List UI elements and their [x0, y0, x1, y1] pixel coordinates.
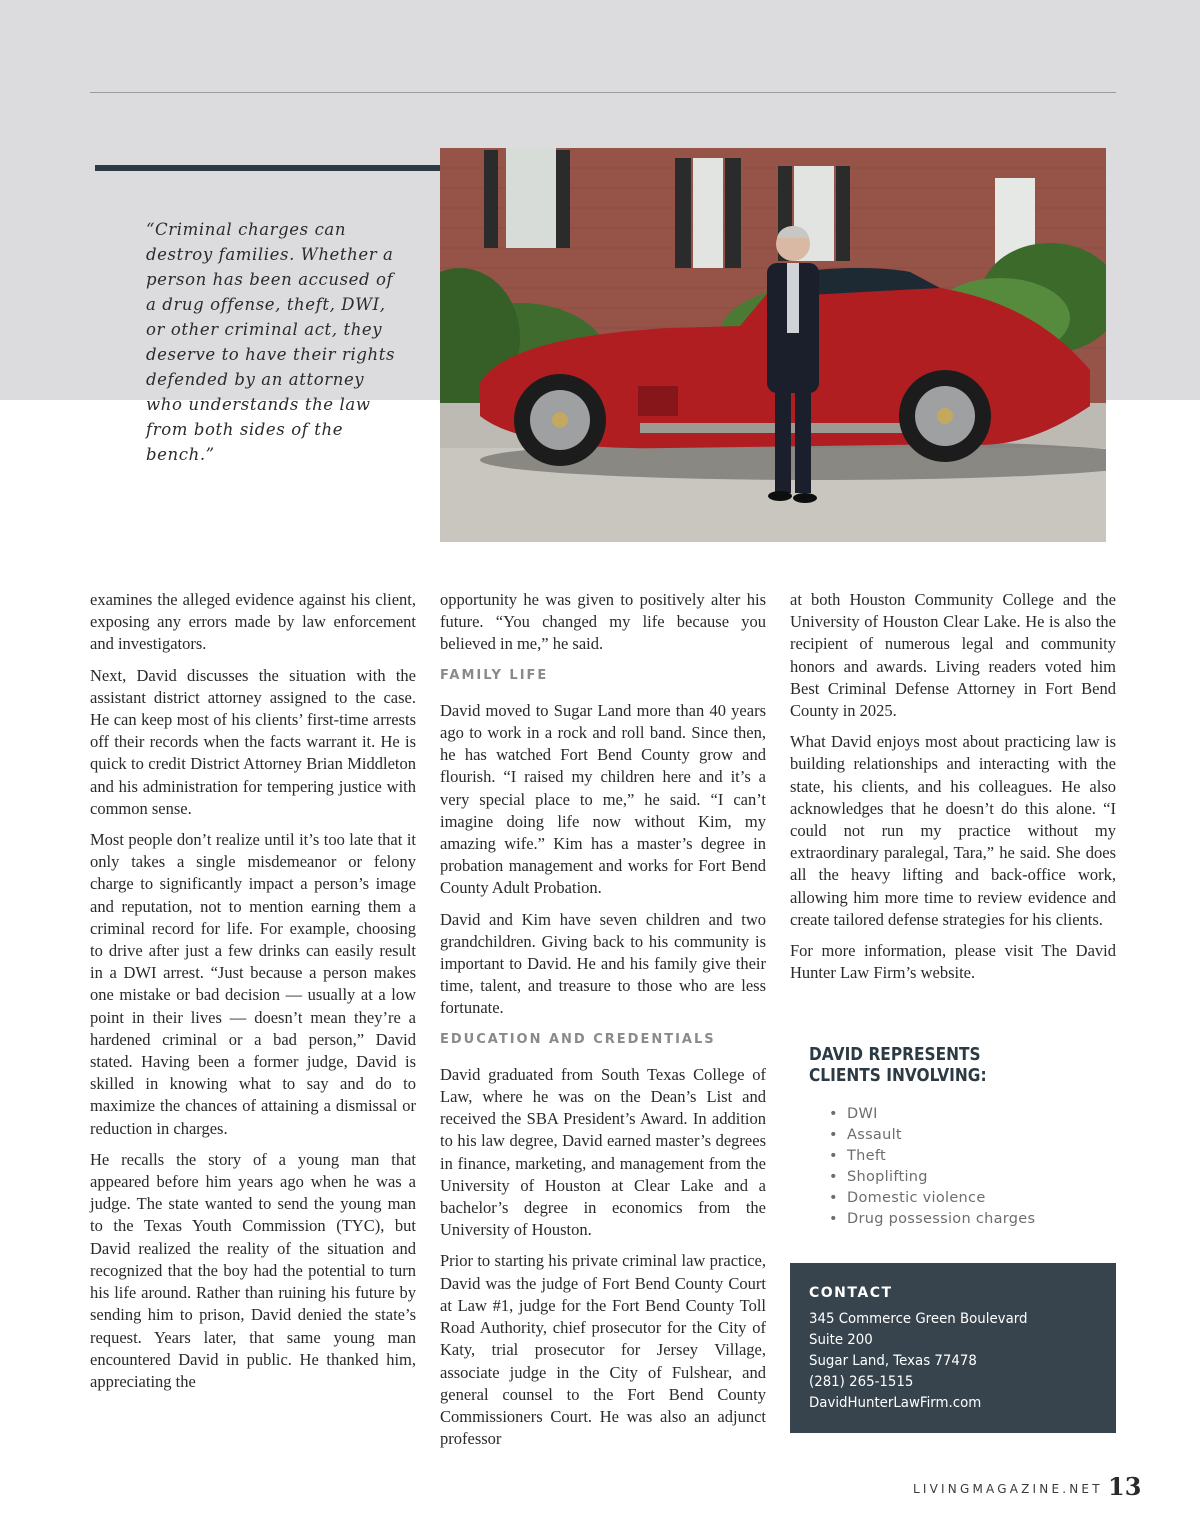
- paragraph: Prior to starting his private criminal law practice, David was the judge of Fort Bend County Court at Law #1, judge for the Fort Bend County Toll Road Authority, chief prosecutor for the City of Katy, trial prosecutor for Jersey Village, associate judge in the City of Fulshear, and general counsel to the Fort Bend County Commissioners Court. He was also an adjunct professor: [440, 1251, 766, 1449]
- bullet-icon: •: [829, 1148, 838, 1164]
- list-item-label: Shoplifting: [847, 1169, 928, 1185]
- list-item-label: DWI: [847, 1106, 878, 1122]
- pull-quote: “Criminal charges can destroy families. Whether a person has been accused of a drug offense, theft, DWI, or other criminal act, they deserve to have their rights defended by an attorney who understands the law from both sides of the bench.”: [146, 220, 396, 464]
- top-rule: [90, 92, 1116, 93]
- paragraph: at both Houston Community College and the University of Houston Clear Lake. He is also the recipient of numerous legal and community honors and awards. Living readers voted him Best Criminal Defense Attorney in Fort Bend County in 2025.: [790, 590, 1116, 721]
- list-item-label: Assault: [847, 1127, 902, 1143]
- represents-title-line: CLIENTS INVOLVING:: [809, 1066, 987, 1086]
- represents-title-line: DAVID REPRESENTS: [809, 1045, 981, 1065]
- list-item: [829, 1167, 1109, 1188]
- represents-sidebar: [809, 1045, 1109, 1230]
- list-item: [829, 1104, 1109, 1125]
- represents-list: [829, 1104, 1109, 1230]
- contact-address-line-2: Suite 200: [809, 1332, 873, 1348]
- paragraph: examines the alleged evidence against his client, exposing any errors made by law enforcement and investigators.: [90, 590, 416, 654]
- list-item: [829, 1146, 1109, 1167]
- paragraph: David and Kim have seven children and two grandchildren. Giving back to his community is important to David. He and his family give their time, talent, and treasure to those who are less fortunate.: [440, 909, 766, 1018]
- list-item: [829, 1125, 1109, 1146]
- paragraph: He recalls the story of a young man that appeared before him years ago when he was a judge. The state wanted to send the young man to the Texas Youth Commission (TYC), but David realized the reality of the situation and recognized that the boy had the potential to turn his life around. Rather than ruining his future by sending him to prison, David denied the state’s request. Years later, that same young man encountered David in public. He thanked him, appreciating the: [90, 1149, 416, 1391]
- bullet-icon: •: [829, 1127, 838, 1143]
- list-item: [829, 1188, 1109, 1209]
- paragraph: Next, David discusses the situation with the assistant district attorney assigned to the case. He can keep most of his clients’ first-time arrests off their records when the facts warrant it. He is quick to credit District Attorney Brian Middleton and his administration for tempering justice with common sense.: [90, 665, 416, 818]
- list-item-label: Drug possession charges: [847, 1211, 1036, 1227]
- list-item: [829, 1209, 1109, 1230]
- paragraph: Most people don’t realize until it’s too late that it only takes a single misdemeanor or felony charge to significantly impact a person’s image and reputation, not to mention earning them a criminal record for life. For example, choosing to drive after just a few drinks can easily result in a DWI arrest. “Just because a person makes one mistake or bad decision — usually at a low point in their lives — doesn’t mean they’re a hardened criminal or a bad person,” David stated. Having been a former judge, David is skilled in knowing what to say and do to maximize the chances of attaining a dismissal or reduction in charges.: [90, 830, 416, 1138]
- paragraph: David graduated from South Texas College of Law, where he was on the Dean’s List and received the SBA President’s Award. In addition to his law degree, David earned master’s degrees in finance, marketing, and management from the University of Houston at Clear Lake and a bachelor’s degree in economics from the University of Houston.: [440, 1064, 766, 1240]
- section-heading-family-life: FAMILY LIFE: [440, 667, 549, 683]
- page-number: 13: [1108, 1472, 1142, 1501]
- list-item-label: Domestic violence: [847, 1190, 986, 1206]
- contact-city: Sugar Land, Texas 77478: [809, 1353, 977, 1369]
- paragraph: What David enjoys most about practicing law is building relationships and interacting with the state, his clients, and his colleagues. He also acknowledges that he doesn’t do this alone. “I could not run my practice without my extraordinary paralegal, Tara,” he said. She does all the heavy lifting and back-office work, allowing him more time to review evidence and create tailored defense strategies for his clients.: [790, 732, 1116, 929]
- accent-bar: [95, 165, 440, 171]
- article-column-2: [440, 589, 766, 1459]
- feature-photo: [440, 148, 1106, 542]
- bullet-icon: •: [829, 1106, 838, 1122]
- photo-illustration: [440, 148, 1106, 542]
- paragraph: opportunity he was given to positively alter his future. “You changed my life because you believed in me,” he said.: [440, 590, 766, 654]
- footer-site: LIVINGMAGAZINE.NET: [913, 1482, 1103, 1496]
- bullet-icon: •: [829, 1169, 838, 1185]
- contact-phone[interactable]: (281) 265-1515: [809, 1374, 914, 1390]
- paragraph: David moved to Sugar Land more than 40 years ago to work in a rock and roll band. Since then, he has watched Fort Bend County grow and flourish. “I raised my children here and it’s a very special place to me,” he said. “I can’t imagine doing life now without Kim, my amazing wife.” Kim has a master’s degree in probation management and works for Fort Bend County Adult Probation.: [440, 700, 766, 898]
- represents-title: [809, 1045, 1073, 1087]
- section-heading-education: EDUCATION AND CREDENTIALS: [440, 1031, 716, 1047]
- article-column-1: [90, 589, 416, 1402]
- contact-box: [790, 1263, 1116, 1433]
- article-column-3: [790, 589, 1116, 993]
- paragraph: For more information, please visit The David Hunter Law Firm’s website.: [790, 941, 1116, 983]
- bullet-icon: •: [829, 1211, 838, 1227]
- list-item-label: Theft: [847, 1148, 887, 1164]
- contact-address-line-1: 345 Commerce Green Boulevard: [809, 1311, 1028, 1327]
- contact-heading: CONTACT: [809, 1285, 893, 1301]
- contact-website-link[interactable]: DavidHunterLawFirm.com: [809, 1395, 982, 1411]
- bullet-icon: •: [829, 1190, 838, 1206]
